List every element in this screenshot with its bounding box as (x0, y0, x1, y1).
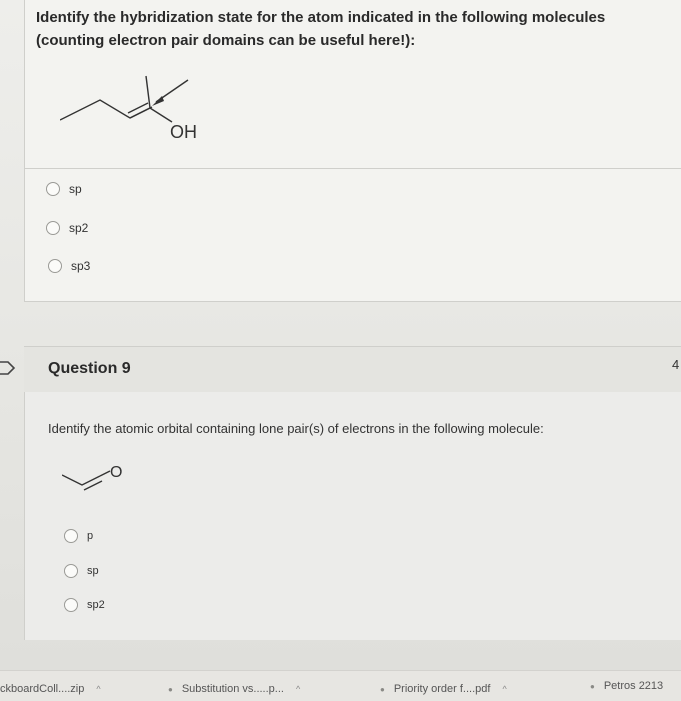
enone-structure (62, 455, 152, 495)
radio-button[interactable] (64, 598, 78, 612)
download-bar (0, 670, 681, 701)
question-flag-icon[interactable] (0, 361, 16, 375)
divider (24, 168, 681, 169)
radio-button[interactable] (46, 182, 60, 196)
chevron-up-icon[interactable]: ^ (502, 684, 507, 694)
download-item[interactable]: ckboardColl....zip ^ (0, 683, 101, 695)
question-points: 4 (672, 357, 680, 372)
file-icon: ● (380, 684, 385, 694)
radio-button[interactable] (64, 564, 78, 578)
hydroxyl-label: OH (170, 122, 197, 142)
radio-button[interactable] (46, 221, 60, 235)
option-p[interactable]: p (64, 529, 93, 543)
option-sp3[interactable]: sp3 (48, 259, 90, 273)
option-sp2[interactable]: sp2 (64, 598, 105, 612)
option-sp2[interactable]: sp2 (46, 221, 88, 235)
chevron-up-icon[interactable]: ^ (295, 684, 301, 694)
download-item[interactable]: ● Substitution vs.....p... ^ (168, 683, 301, 695)
question-8-prompt: Identify the hybridization state for the atom indicated in the following molecules (counting electron pair domains can be useful here!): (36, 9, 606, 49)
radio-button[interactable] (64, 529, 78, 543)
download-item[interactable]: ● Petros 2213 (590, 680, 664, 692)
option-sp[interactable]: sp (46, 182, 82, 196)
radio-button[interactable] (48, 259, 62, 273)
file-icon: ● (590, 681, 595, 691)
download-item[interactable]: ● Priority order f....pdf ^ (380, 683, 507, 695)
option-sp[interactable]: sp (64, 564, 99, 578)
oxygen-label: O (110, 464, 123, 481)
file-icon: ● (168, 684, 173, 694)
question-9-title: Question 9 (48, 360, 131, 377)
chevron-up-icon[interactable]: ^ (96, 684, 101, 694)
alkene-alcohol-structure (60, 70, 240, 150)
question-9-prompt: Identify the atomic orbital containing lone pair(s) of electrons in the following molecule: (48, 421, 544, 436)
